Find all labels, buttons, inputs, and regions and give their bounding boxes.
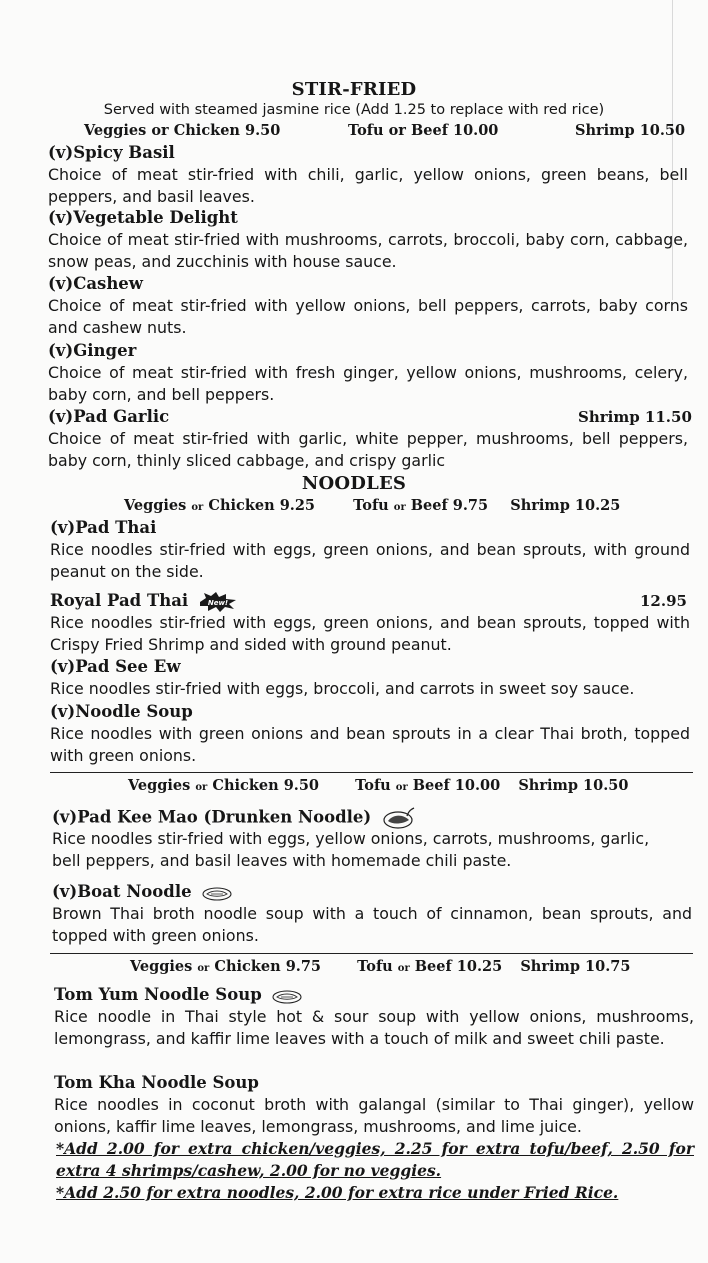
- item-desc-pad-thai: Rice noodles stir-fried with eggs, green onions, and bean sprouts, with ground peanut on the side.: [50, 540, 690, 581]
- item-desc-vegetable-delight: Choice of meat stir-fried with mushrooms, carrots, broccoli, baby corn, cabbage, snow peas, and zucchinis with house sauce.: [48, 230, 688, 271]
- extras-note-1: *Add 2.00 for extra chicken/veggies, 2.25 for extra tofu/beef, 2.50 for extra 4 shrimps/cashew, 2.00 for no veggies.: [56, 1139, 694, 1180]
- item-name-pad-garlic: (v)Pad Garlic: [48, 407, 170, 426]
- item-name-boat-noodle: (v)Boat Noodle: [52, 882, 233, 901]
- stir-fried-price-tofu-beef: Tofu or Beef 10.00: [348, 122, 499, 139]
- item-name-pad-thai: (v)Pad Thai: [50, 518, 157, 537]
- item-name-pad-see-ew: (v)Pad See Ew: [50, 657, 181, 676]
- item-name-tom-kha-noodle-soup: Tom Kha Noodle Soup: [54, 1073, 259, 1092]
- chili-icon: [201, 885, 233, 901]
- item-price-royal-pad-thai: 12.95: [640, 592, 687, 610]
- item-desc-tom-yum-noodle-soup: Rice noodle in Thai style hot & sour soup with yellow onions, mushrooms, lemongrass, and kaffir lime leaves with a touch of milk and sweet chili paste.: [54, 1007, 694, 1048]
- item-desc-tom-kha-noodle-soup: Rice noodles in coconut broth with galangal (similar to Thai ginger), yellow onions, kaffir lime leaves, lemongrass, mushrooms, and lime juice.: [54, 1095, 694, 1136]
- noodles-title: NOODLES: [301, 473, 407, 494]
- item-desc-ginger: Choice of meat stir-fried with fresh ginger, yellow onions, mushrooms, celery, baby corn, and bell peppers.: [48, 363, 688, 404]
- item-name-pad-kee-mao: (v)Pad Kee Mao (Drunken Noodle): [52, 806, 415, 830]
- stir-fried-price-shrimp: Shrimp 10.50: [575, 122, 686, 139]
- extras-note-2: *Add 2.50 for extra noodles, 2.00 for extra rice under Fried Rice.: [56, 1183, 619, 1202]
- item-name-tom-yum-noodle-soup: Tom Yum Noodle Soup: [54, 985, 303, 1004]
- item-name-ginger: (v)Ginger: [48, 341, 137, 360]
- noodles-price-row-1: Veggies or Chicken 9.25 Tofu or Beef 9.75 Shrimp 10.25: [124, 497, 621, 514]
- chili-icon: [381, 806, 415, 830]
- item-name-vegetable-delight: (v)Vegetable Delight: [48, 208, 238, 227]
- item-desc-pad-kee-mao: Rice noodles stir-fried with eggs, yellow onions, carrots, mushrooms, garlic, bell peppers, and basil leaves with homemade chili paste.: [52, 829, 650, 870]
- item-desc-pad-see-ew: Rice noodles stir-fried with eggs, broccoli, and carrots in sweet soy sauce.: [50, 679, 635, 698]
- stir-fried-subtitle: Served with steamed jasmine rice (Add 1.25 to replace with red rice): [103, 102, 605, 118]
- item-desc-noodle-soup: Rice noodles with green onions and bean sprouts in a clear Thai broth, topped with green onions.: [50, 724, 690, 765]
- noodles-price-row-2: Veggies or Chicken 9.50 Tofu or Beef 10.00 Shrimp 10.50: [128, 777, 629, 794]
- stir-fried-title: STIR-FRIED: [291, 79, 417, 100]
- item-name-noodle-soup: (v)Noodle Soup: [50, 702, 193, 721]
- svg-text:New!: New!: [207, 598, 229, 607]
- chili-icon: [271, 988, 303, 1004]
- noodles-price-row-3: Veggies or Chicken 9.75 Tofu or Beef 10.25 Shrimp 10.75: [130, 958, 631, 975]
- item-desc-cashew: Choice of meat stir-fried with yellow onions, bell peppers, carrots, baby corns and cashew nuts.: [48, 296, 688, 337]
- section-divider-2: [50, 953, 693, 954]
- item-desc-boat-noodle: Brown Thai broth noodle soup with a touch of cinnamon, bean sprouts, and topped with green onions.: [52, 904, 692, 945]
- item-name-royal-pad-thai: Royal Pad Thai New!: [50, 591, 238, 612]
- item-name-cashew: (v)Cashew: [48, 274, 144, 293]
- item-desc-royal-pad-thai: Rice noodles stir-fried with eggs, green onions, and bean sprouts, topped with Crispy Fried Shrimp and sided with ground peanut.: [50, 613, 690, 654]
- item-desc-pad-garlic: Choice of meat stir-fried with garlic, white pepper, mushrooms, bell peppers, baby corn, thinly sliced cabbage, and crispy garlic: [48, 429, 688, 470]
- section-divider-1: [50, 772, 693, 773]
- item-name-spicy-basil: (v)Spicy Basil: [48, 143, 175, 162]
- stir-fried-price-veg-chicken: Veggies or Chicken 9.50: [84, 122, 281, 139]
- new-badge-icon: [198, 592, 238, 612]
- item-desc-spicy-basil: Choice of meat stir-fried with chili, garlic, yellow onions, green beans, bell peppers, and basil leaves.: [48, 165, 688, 206]
- item-price-pad-garlic: Shrimp 11.50: [578, 408, 692, 426]
